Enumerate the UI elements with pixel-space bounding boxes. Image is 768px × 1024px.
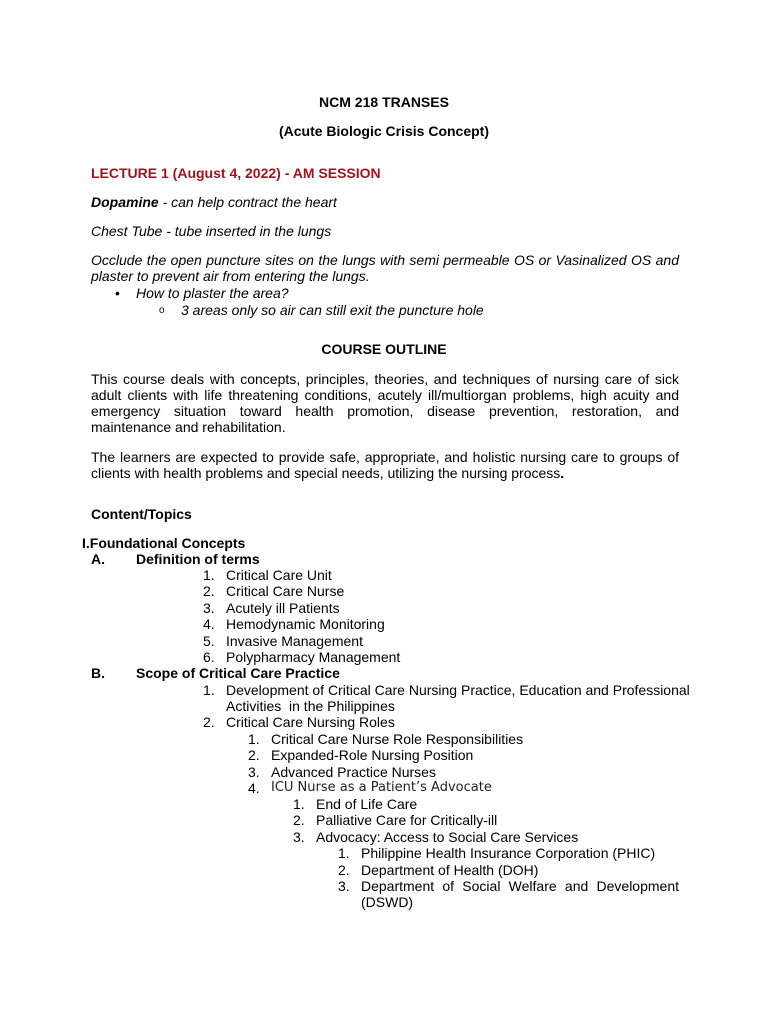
list-item: Acutely ill Patients xyxy=(226,600,340,616)
course-paragraph-2-end: . xyxy=(560,465,565,481)
content-topics-heading: Content/Topics xyxy=(91,506,192,522)
chest-tube-line: Chest Tube - tube inserted in the lungs xyxy=(91,223,332,239)
list-item-number: 1. xyxy=(248,731,260,747)
list-item: Hemodynamic Monitoring xyxy=(226,616,385,632)
bullet-marker: • xyxy=(115,285,120,301)
document-title: NCM 218 TRANSES xyxy=(319,94,449,110)
list-item-number: 4. xyxy=(203,616,215,632)
list-item: Advocacy: Access to Social Care Services xyxy=(316,829,579,845)
list-item-number: 2. xyxy=(248,747,260,763)
list-item-number: 4. xyxy=(248,780,260,796)
list-item: Critical Care Nursing Roles xyxy=(226,714,395,730)
list-item: Critical Care Nurse xyxy=(226,583,345,599)
dopamine-definition: - can help contract the heart xyxy=(158,194,337,210)
list-item-number: 5. xyxy=(203,633,215,649)
document-subtitle: (Acute Biologic Crisis Concept) xyxy=(278,123,490,139)
list-item: Department of Social Welfare and Development (DSWD) xyxy=(361,878,679,910)
dopamine-term: Dopamine xyxy=(91,194,159,210)
section-b-title: Scope of Critical Care Practice xyxy=(136,665,340,681)
section-a-marker: A. xyxy=(91,551,105,567)
list-item-number: 1. xyxy=(203,567,215,583)
list-item-number: 2. xyxy=(293,812,305,828)
dopamine-line xyxy=(91,194,337,210)
list-item: Advanced Practice Nurses xyxy=(271,764,436,780)
list-item-continuation: Activities in the Philippines xyxy=(226,698,395,714)
list-item-number: 2. xyxy=(203,583,215,599)
list-item-number: 3. xyxy=(203,600,215,616)
lecture-heading: LECTURE 1 (August 4, 2022) - AM SESSION xyxy=(91,165,381,181)
list-item-number: 2. xyxy=(338,862,350,878)
list-item-number: 2. xyxy=(203,714,215,730)
list-item: ICU Nurse as a Patient’s Advocate xyxy=(271,780,492,795)
list-item-number: 1. xyxy=(203,682,215,698)
section-b-marker: B. xyxy=(91,665,105,681)
list-item: Department of Health (DOH) xyxy=(361,862,539,878)
section-foundational-concepts: I.Foundational Concepts xyxy=(82,535,246,551)
sub-bullet-marker: o xyxy=(159,305,165,316)
list-item-number: 3. xyxy=(338,878,350,894)
list-item-number: 3. xyxy=(293,829,305,845)
list-item-number: 3. xyxy=(248,764,260,780)
list-item: Palliative Care for Critically-ill xyxy=(316,812,498,828)
list-item-number: 1. xyxy=(293,796,305,812)
course-paragraph-2 xyxy=(91,449,679,481)
occlude-paragraph: Occlude the open puncture sites on the lungs with semi permeable OS or Vasinalized OS and plaster to prevent air from entering the lungs. xyxy=(91,252,679,284)
sub-bullet-answer: 3 areas only so air can still exit the puncture hole xyxy=(181,302,484,318)
list-item: Expanded-Role Nursing Position xyxy=(271,747,474,763)
course-paragraph-1: This course deals with concepts, principles, theories, and techniques of nursing care of sick adult clients with life threatening conditions, acutely ill/multiorgan problems, high acuity and emergency situation toward health promotion, disease prevention, restoration, and maintenance and rehabilitation. xyxy=(91,371,679,435)
list-item: Development of Critical Care Nursing Practice, Education and Professional xyxy=(226,682,690,698)
list-item: Critical Care Nurse Role Responsibilities xyxy=(271,731,524,747)
list-item-number: 6. xyxy=(203,649,215,665)
list-item: Critical Care Unit xyxy=(226,567,332,583)
course-outline-heading: COURSE OUTLINE xyxy=(321,341,447,357)
section-a-title: Definition of terms xyxy=(136,551,260,567)
list-item: End of Life Care xyxy=(316,796,418,812)
list-item: Polypharmacy Management xyxy=(226,649,401,665)
list-item: Invasive Management xyxy=(226,633,363,649)
list-item-number: 1. xyxy=(338,845,350,861)
list-item: Philippine Health Insurance Corporation (PHIC) xyxy=(361,845,656,861)
course-paragraph-2-text: The learners are expected to provide safe, appropriate, and holistic nursing care to groups of clients with health problems and special needs, utilizing the nursing process xyxy=(91,449,679,481)
bullet-question: How to plaster the area? xyxy=(136,285,289,301)
